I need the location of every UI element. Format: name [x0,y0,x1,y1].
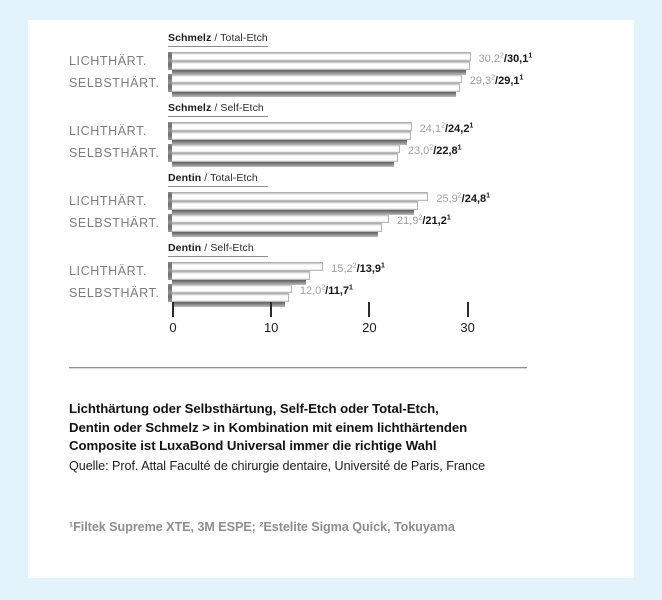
bar-face [168,52,471,61]
chart-row [28,262,634,284]
chart-group-title [168,32,268,44]
axis-tick [467,302,469,317]
chart-x-axis [168,302,634,342]
value-secondary: 23,0$^2$ [407,144,434,157]
value-secondary-marker: 2 [418,214,423,222]
bar-left-cap [168,52,172,61]
bar-face [168,83,460,92]
bar-left-cap [168,74,172,83]
chart-bar-outer [168,122,412,131]
chart-row-label: LICHTHÄRT. [69,264,148,278]
chart-bar-outer [168,144,400,153]
value-primary: /29,1$^1$ [495,74,524,87]
axis-tick [368,302,370,317]
axis-tick [172,302,174,317]
value-secondary-marker: 2 [491,74,496,82]
bar-left-cap [168,192,172,201]
chart-bar-outer [168,74,462,83]
chart-row-label: SELBSTHÄRT. [69,146,160,160]
chart-bar-outer [168,214,389,223]
chart-row [28,144,634,166]
bar-face [168,271,310,280]
bar-chart [28,20,634,350]
caption-block [69,400,589,475]
value-primary: /24,2$^1$ [444,122,474,135]
group-substrate: Dentin [168,242,202,254]
chart-row-plot [168,52,634,74]
group-title-rule [168,186,268,187]
section-divider [69,367,527,369]
chart-value-label [397,215,451,228]
axis-tick [270,302,272,317]
bar-face [168,74,462,83]
chart-bar-inner [168,83,460,92]
bar-face [168,153,398,162]
value-primary-marker: 1 [469,122,474,130]
bar-face [168,262,323,271]
caption-headline-line-3: Composite ist LuxaBond Universal immer die richtige Wahl [69,438,437,453]
value-primary-marker: 1 [349,284,353,292]
bar-left-cap [168,201,172,210]
bar-left-cap [168,262,172,271]
value-primary: /11,7$^1$ [325,284,353,297]
bar-left-cap [168,144,172,153]
value-primary: /21,2$^1$ [422,214,451,227]
bar-face [168,192,428,201]
footnote-text: ¹Filtek Supreme XTE, 3M ESPE; ²Estelite Sigma Quick, Tokuyama [69,520,455,534]
group-substrate: Schmelz [168,32,212,44]
chart-bar-outer [168,52,471,61]
bar-left-cap [168,214,172,223]
group-title-rule [168,256,268,257]
chart-row [28,52,634,74]
value-primary: /24,8$^1$ [461,192,491,205]
bar-shadow [172,232,378,237]
chart-value-label [331,263,385,276]
chart-bar-inner [168,131,411,140]
value-secondary-marker: 2 [352,262,357,270]
bar-left-cap [168,83,172,92]
chart-row-label: LICHTHÄRT. [69,54,148,68]
chart-row [28,214,634,236]
value-secondary-marker: 2 [457,192,462,200]
chart-bar-outer [168,192,428,201]
axis-tick-label: 0 [169,320,177,335]
group-technique: / Total-Etch [211,32,268,44]
chart-value-label [436,193,490,206]
caption-headline-line-2: Dentin oder Schmelz > in Kombination mit einem lichthärtenden [69,419,468,435]
chart-row-plot [168,192,634,214]
chart-bar-inner [168,271,310,280]
bar-face [168,284,292,293]
bar-face [168,293,289,302]
chart-bar-inner [168,61,470,70]
value-primary-marker: 1 [381,262,385,270]
chart-bar-inner [168,201,418,210]
value-primary-marker: 1 [486,192,491,200]
value-primary: /13,9$^1$ [356,262,385,275]
chart-row-label: LICHTHÄRT. [69,194,148,208]
chart-row-label: SELBSTHÄRT. [69,286,160,300]
value-primary: /22,8$^1$ [433,144,462,157]
chart-value-label [300,285,353,298]
bar-face [168,131,411,140]
bar-left-cap [168,122,172,131]
chart-bar-inner [168,293,289,302]
bar-left-cap [168,271,172,280]
bar-shadow [172,162,394,167]
group-technique: / Self-Etch [211,102,264,114]
bar-face [168,61,470,70]
chart-row-label: SELBSTHÄRT. [69,216,160,230]
chart-row-plot [168,214,634,236]
chart-value-label [470,75,524,88]
caption-headline [69,400,589,456]
value-secondary: 29,3$^2$ [469,74,496,87]
axis-tick-label: 30 [460,320,475,335]
chart-row [28,192,634,214]
bar-left-cap [168,61,172,70]
chart-bar-inner [168,223,382,232]
value-primary-marker: 1 [528,52,533,60]
group-title-rule [168,46,268,47]
value-secondary-marker: 2 [499,52,504,60]
axis-tick-label: 10 [263,320,279,335]
value-primary-marker: 1 [519,74,524,82]
bar-left-cap [168,293,172,302]
axis-tick-label: 20 [362,320,377,335]
bar-face [168,122,412,131]
group-substrate: Schmelz [168,102,212,114]
value-primary: /30,1$^1$ [503,52,533,65]
bar-face [168,214,389,223]
bar-left-cap [168,131,172,140]
value-secondary-marker: 2 [441,122,445,130]
content-card [28,20,634,578]
value-primary-marker: 1 [457,144,462,152]
chart-row [28,74,634,96]
chart-row-plot [168,122,634,144]
group-technique: / Total-Etch [201,172,258,184]
chart-row-label: SELBSTHÄRT. [69,76,160,90]
bar-shadow [172,92,456,97]
bar-face [168,144,400,153]
bar-face [168,223,382,232]
chart-row-plot [168,262,634,284]
value-secondary: 12,0$^2$ [299,284,326,297]
chart-value-label [408,145,462,158]
bar-face [168,201,418,210]
chart-group-title [168,242,254,254]
value-secondary: 25,9$^2$ [436,192,462,205]
chart-value-label [479,53,533,66]
chart-group-title [168,102,264,114]
chart-bar-outer [168,262,323,271]
chart-row-plot [168,144,634,166]
value-secondary-marker: 2 [429,144,434,152]
value-secondary: 21,9$^2$ [397,214,423,227]
value-primary-marker: 1 [446,214,451,222]
group-title-rule [168,116,268,117]
chart-group-title [168,172,258,184]
chart-row-plot [168,74,634,96]
chart-bar-outer [168,284,292,293]
group-technique: / Self-Etch [201,242,254,254]
chart-row [28,122,634,144]
chart-value-label [420,123,474,136]
caption-source: Quelle: Prof. Attal Faculté de chirurgie dentaire, Université de Paris, France [69,458,486,473]
group-substrate: Dentin [168,172,202,184]
chart-bar-inner [168,153,398,162]
value-secondary: 30,2$^2$ [478,52,504,65]
value-secondary: 24,1$^2$ [419,122,445,135]
caption-headline-line-1: Lichthärtung oder Selbsthärtung, Self-Etch oder Total-Etch, [69,401,439,416]
bar-left-cap [168,284,172,293]
bar-left-cap [168,223,172,232]
value-secondary: 15,2$^2$ [331,262,357,275]
chart-row-label: LICHTHÄRT. [69,124,148,138]
value-secondary-marker: 2 [321,284,326,292]
bar-left-cap [168,153,172,162]
